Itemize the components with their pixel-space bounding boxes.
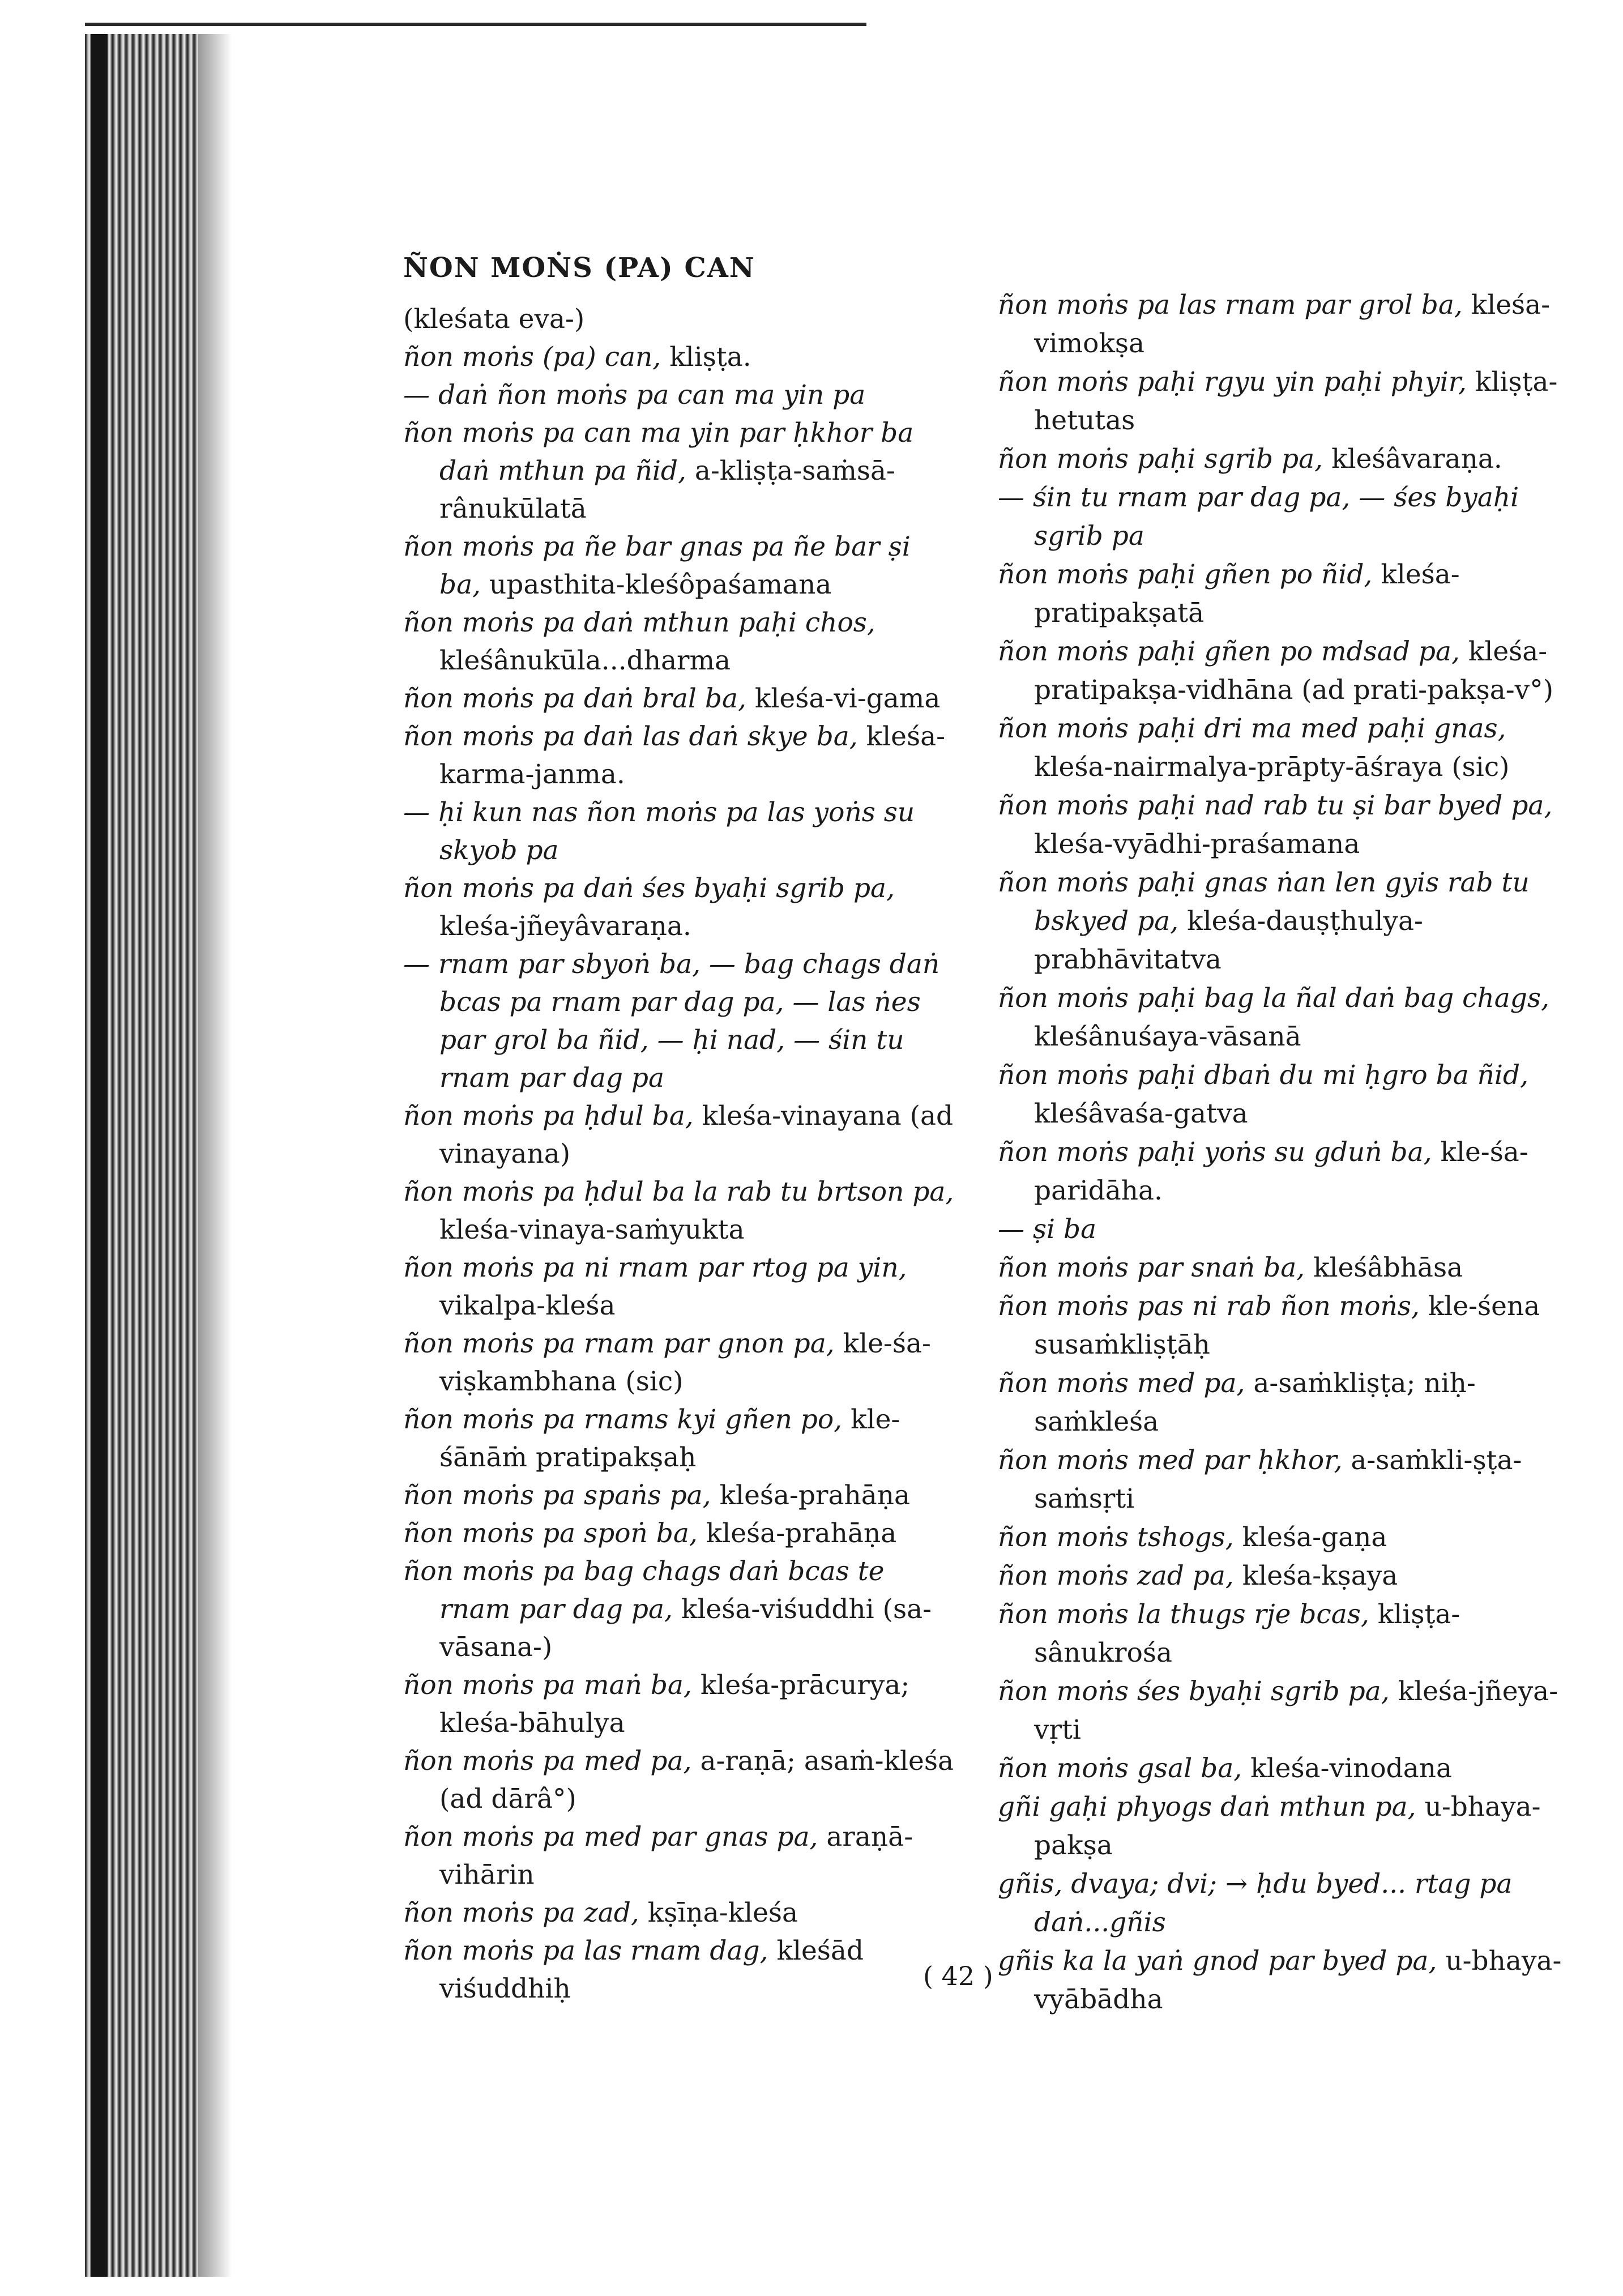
tibetan-term: ñon moṅs med pa, xyxy=(998,1368,1245,1399)
sanskrit-equivalent: kleśād viśuddhiḥ xyxy=(439,1935,864,2004)
tibetan-term: ñon moṅs pa ni rnam par rtog pa yin, xyxy=(403,1252,907,1283)
dictionary-entry xyxy=(998,1749,1570,1788)
sanskrit-equivalent: kleśânuśaya-vāsanā xyxy=(1034,1021,1301,1052)
dictionary-entry xyxy=(403,300,958,338)
tibetan-term: ñon moṅs la thugs rje bcas, xyxy=(998,1599,1369,1630)
tibetan-term: ñon moṅs paḥi rgyu yin paḥi phyir, xyxy=(998,366,1467,398)
sanskrit-equivalent: upasthita-kleśôpaśamana xyxy=(489,569,832,600)
tibetan-term: ñon moṅs paḥi gñen po ñid, xyxy=(998,559,1373,590)
tibetan-term: ñon moṅs par snaṅ ba, xyxy=(998,1252,1305,1283)
dictionary-entry xyxy=(998,556,1570,633)
dictionary-entry xyxy=(403,869,958,945)
tibetan-term: ñon moṅs pa spoṅ ba, xyxy=(403,1518,698,1549)
sanskrit-equivalent: (kleśata eva-) xyxy=(403,304,585,335)
sanskrit-equivalent: kleśa-karma-janma. xyxy=(439,721,946,790)
sanskrit-equivalent: kleśa-jñeyâvaraṇa. xyxy=(439,911,691,942)
sanskrit-equivalent: kle-śena susaṁkliṣṭāḥ xyxy=(1034,1291,1540,1360)
tibetan-term: gñis ka la yaṅ gnod par byed pa, xyxy=(998,1945,1437,1977)
sanskrit-equivalent: kleśa-pratipakṣa-vidhāna (ad prati-pakṣa-v°) xyxy=(1034,636,1554,706)
sanskrit-equivalent: kleśa-viśuddhi (sa-vāsana-) xyxy=(439,1594,932,1663)
sanskrit-equivalent: kleśa-vi-gama xyxy=(754,683,941,714)
dictionary-entry xyxy=(998,1788,1570,1865)
tibetan-term: ñon moṅs pa can ma yin par ḥkhor ba daṅ mthun pa ñid, xyxy=(403,417,914,486)
sanskrit-equivalent: kleśa-prahāṇa xyxy=(706,1518,897,1549)
sanskrit-equivalent: kleśa-vinaya-saṁyukta xyxy=(439,1214,745,1245)
right-column xyxy=(998,286,1570,2019)
tibetan-term: ñon moṅs pa daṅ las daṅ skye ba, xyxy=(403,721,858,752)
dictionary-entry xyxy=(403,945,958,1097)
dictionary-entry xyxy=(998,1364,1570,1441)
tibetan-term: ñon moṅs paḥi nad rab tu ṣi bar byed pa, xyxy=(998,790,1553,821)
dictionary-entry xyxy=(403,680,958,718)
tibetan-term: ñon moṅs pa daṅ śes byaḥi sgrib pa, xyxy=(403,873,895,904)
dictionary-entry xyxy=(998,1287,1570,1364)
sanskrit-equivalent: vikalpa-kleśa xyxy=(439,1290,616,1321)
tibetan-term: ñon moṅs pa las rnam dag, xyxy=(403,1935,768,1966)
dictionary-entry xyxy=(403,414,958,528)
dictionary-entry xyxy=(998,440,1570,479)
tibetan-term: ñon moṅs zad pa, xyxy=(998,1560,1234,1591)
sanskrit-equivalent: kleśa-gaṇa xyxy=(1242,1522,1387,1553)
sanskrit-equivalent: kleśa-prahāṇa xyxy=(719,1480,911,1511)
dictionary-entry xyxy=(403,604,958,680)
tibetan-term: ñon moṅs paḥi dri ma med paḥi gnas, xyxy=(998,713,1506,744)
sanskrit-equivalent: kleśa-vinodana xyxy=(1250,1753,1453,1784)
tibetan-term: ñon moṅs pa daṅ mthun paḥi chos, xyxy=(403,607,875,638)
tibetan-term: ñon moṅs śes byaḥi sgrib pa, xyxy=(998,1676,1390,1707)
dictionary-entry xyxy=(998,1865,1570,1942)
dictionary-entry xyxy=(403,793,958,869)
sanskrit-equivalent: kṣīṇa-kleśa xyxy=(647,1897,798,1928)
tibetan-term: ñon moṅs paḥi dbaṅ du mi ḥgro ba ñid, xyxy=(998,1060,1528,1091)
tibetan-term: ñon moṅs pa rnams kyi gñen po, xyxy=(403,1404,843,1435)
tibetan-term: ñon moṅs paḥi gnas ṅan len gyis rab tu bskyed pa, xyxy=(998,867,1530,937)
dictionary-entry xyxy=(403,1476,958,1514)
book-gutter-shadow xyxy=(198,34,232,2277)
tibetan-term: ñon moṅs pa ḥdul ba, xyxy=(403,1100,694,1132)
tibetan-term: ñon moṅs paḥi yoṅs su gduṅ ba, xyxy=(998,1137,1432,1168)
dictionary-entry xyxy=(998,1249,1570,1287)
tibetan-term: ñon moṅs pa daṅ bral ba, xyxy=(403,683,746,714)
tibetan-term: ñon moṅs tshogs, xyxy=(998,1522,1234,1553)
dictionary-entry xyxy=(998,1210,1570,1249)
sanskrit-equivalent: a-saṁkliṣṭa; niḥ-saṁkleśa xyxy=(1034,1368,1476,1437)
sanskrit-equivalent: u-bhaya-pakṣa xyxy=(1034,1791,1541,1861)
tibetan-term: ñon moṅs pa med pa, xyxy=(403,1746,692,1777)
dictionary-entry xyxy=(403,1742,958,1818)
dictionary-entry xyxy=(998,286,1570,363)
dictionary-entry xyxy=(403,1249,958,1325)
dictionary-entry xyxy=(403,338,958,376)
tibetan-term: ñon moṅs med par ḥkhor, xyxy=(998,1445,1343,1476)
dictionary-entry xyxy=(998,1056,1570,1133)
tibetan-term: ñon moṅs paḥi bag la ñal daṅ bag chags, xyxy=(998,983,1549,1014)
dictionary-entry xyxy=(403,1514,958,1552)
tibetan-term: — ṣi ba xyxy=(998,1214,1097,1245)
sanskrit-equivalent: kle-śa-viṣkambhana (sic) xyxy=(439,1328,931,1397)
dictionary-entry xyxy=(403,1932,958,2008)
dictionary-entry xyxy=(403,718,958,793)
left-column xyxy=(403,300,958,2008)
tibetan-term: ñon moṅs pa zad, xyxy=(403,1897,639,1928)
sanskrit-equivalent: kleśa-prācurya; kleśa-bāhulya xyxy=(439,1670,910,1739)
sanskrit-equivalent: kleśâbhāsa xyxy=(1313,1252,1463,1283)
tibetan-term: gñi gaḥi phyogs daṅ mthun pa, xyxy=(998,1791,1416,1823)
tibetan-term: ñon moṅs pa las rnam par grol ba, xyxy=(998,289,1463,321)
sanskrit-equivalent: kliṣṭa-sânukrośa xyxy=(1034,1599,1460,1668)
dictionary-entry xyxy=(998,479,1570,556)
dictionary-entry xyxy=(998,1557,1570,1595)
tibetan-term: gñis, dvaya; dvi; → ḥdu byed... rtag pa daṅ...gñis xyxy=(998,1868,1513,1938)
sanskrit-equivalent: kliṣṭa. xyxy=(669,342,751,373)
sanskrit-equivalent: kleśa-dauṣṭhulya-prabhāvitatva xyxy=(1034,906,1423,975)
dictionary-entry xyxy=(998,979,1570,1056)
sanskrit-equivalent: araṇā-vihārin xyxy=(439,1821,913,1890)
dictionary-entry xyxy=(998,363,1570,440)
tibetan-term: — rnam par sbyoṅ ba, — bag chags daṅ bcas pa rnam par dag pa, — las ṅes par grol ba ñid, — ḥi nad, — śin tu rnam par dag pa xyxy=(403,949,940,1094)
dictionary-entry xyxy=(403,1894,958,1932)
sanskrit-equivalent: kle-śa-paridāha. xyxy=(1034,1137,1528,1206)
dictionary-entry xyxy=(998,1441,1570,1518)
dictionary-entry xyxy=(998,1133,1570,1210)
dictionary-entry xyxy=(403,1097,958,1173)
dictionary-entry xyxy=(403,1552,958,1666)
sanskrit-equivalent: kleśa-vyādhi-praśamana xyxy=(1034,829,1360,860)
sanskrit-equivalent: kleśa-vimokṣa xyxy=(1034,289,1551,359)
dictionary-entry xyxy=(403,1401,958,1476)
dictionary-entry xyxy=(403,376,958,414)
dictionary-entry xyxy=(998,1595,1570,1672)
dictionary-entry xyxy=(403,1666,958,1742)
tibetan-term: ñon moṅs pa maṅ ba, xyxy=(403,1670,692,1701)
sanskrit-equivalent: kleśâvaśa-gatva xyxy=(1034,1098,1248,1129)
tibetan-term: ñon moṅs gsal ba, xyxy=(998,1753,1242,1784)
tibetan-term: — daṅ ñon moṅs pa can ma yin pa xyxy=(403,379,866,411)
dictionary-entry xyxy=(998,864,1570,979)
book-spine-shadow xyxy=(91,34,108,2277)
tibetan-term: ñon moṅs pa ḥdul ba la rab tu brtson pa, xyxy=(403,1176,954,1207)
sanskrit-equivalent: kle-śānāṁ pratipakṣaḥ xyxy=(439,1404,900,1473)
dictionary-entry xyxy=(998,1942,1570,2019)
sanskrit-equivalent: kleśâvaraṇa. xyxy=(1331,443,1502,475)
tibetan-term: — ḥi kun nas ñon moṅs pa las yoṅs su skyob pa xyxy=(403,797,915,866)
dictionary-entry xyxy=(403,1325,958,1401)
sanskrit-equivalent: a-kliṣṭa-saṁsā-rânukūlatā xyxy=(439,455,895,524)
sanskrit-equivalent: kleśa-nairmalya-prāpty-āśraya (sic) xyxy=(1034,752,1510,783)
sanskrit-equivalent: kleśa-pratipakṣatā xyxy=(1034,559,1460,629)
page-top-edge xyxy=(85,23,866,26)
tibetan-term: ñon moṅs paḥi gñen po mdsad pa, xyxy=(998,636,1460,667)
sanskrit-equivalent: kleśânukūla...dharma xyxy=(439,645,731,676)
tibetan-term: ñon moṅs pa rnam par gnon pa, xyxy=(403,1328,835,1359)
dictionary-entry xyxy=(998,1672,1570,1749)
dictionary-entry xyxy=(998,787,1570,864)
sanskrit-equivalent: kleśa-kṣaya xyxy=(1242,1560,1398,1591)
dictionary-entry xyxy=(403,1818,958,1894)
sanskrit-equivalent: kleśa-jñeya-vṛti xyxy=(1034,1676,1558,1746)
tibetan-term: ñon moṅs paḥi sgrib pa, xyxy=(998,443,1323,475)
tibetan-term: ñon moṅs (pa) can, xyxy=(403,342,661,373)
sanskrit-equivalent: a-saṁkli-ṣṭa-saṁsṛti xyxy=(1034,1445,1522,1514)
sanskrit-equivalent: kleśa-vinayana (ad vinayana) xyxy=(439,1100,954,1170)
dictionary-entry xyxy=(998,633,1570,710)
dictionary-entry xyxy=(403,1173,958,1249)
sanskrit-equivalent: a-raṇā; asaṁ-kleśa (ad dārâ°) xyxy=(439,1746,954,1815)
page-title: ÑON MOṄS (PA) CAN xyxy=(403,252,755,284)
dictionary-entry xyxy=(998,1518,1570,1557)
tibetan-term: ñon moṅs pa ñe bar gnas pa ñe bar ṣi ba, xyxy=(403,531,911,600)
sanskrit-equivalent: u-bhaya-vyābādha xyxy=(1034,1945,1562,2015)
tibetan-term: ñon moṅs pa med par gnas pa, xyxy=(403,1821,818,1853)
tibetan-term: ñon moṅs pas ni rab ñon moṅs, xyxy=(998,1291,1420,1322)
dictionary-entry xyxy=(998,710,1570,787)
tibetan-term: — śin tu rnam par dag pa, — śes byaḥi sgrib pa xyxy=(998,482,1519,552)
sanskrit-equivalent: kliṣṭa-hetutas xyxy=(1034,366,1558,436)
dictionary-entry xyxy=(403,528,958,604)
page-number: ( 42 ) xyxy=(923,1961,993,1991)
tibetan-term: ñon moṅs pa bag chags daṅ bcas te rnam par dag pa, xyxy=(403,1556,885,1625)
tibetan-term: ñon moṅs pa spaṅs pa, xyxy=(403,1480,711,1511)
